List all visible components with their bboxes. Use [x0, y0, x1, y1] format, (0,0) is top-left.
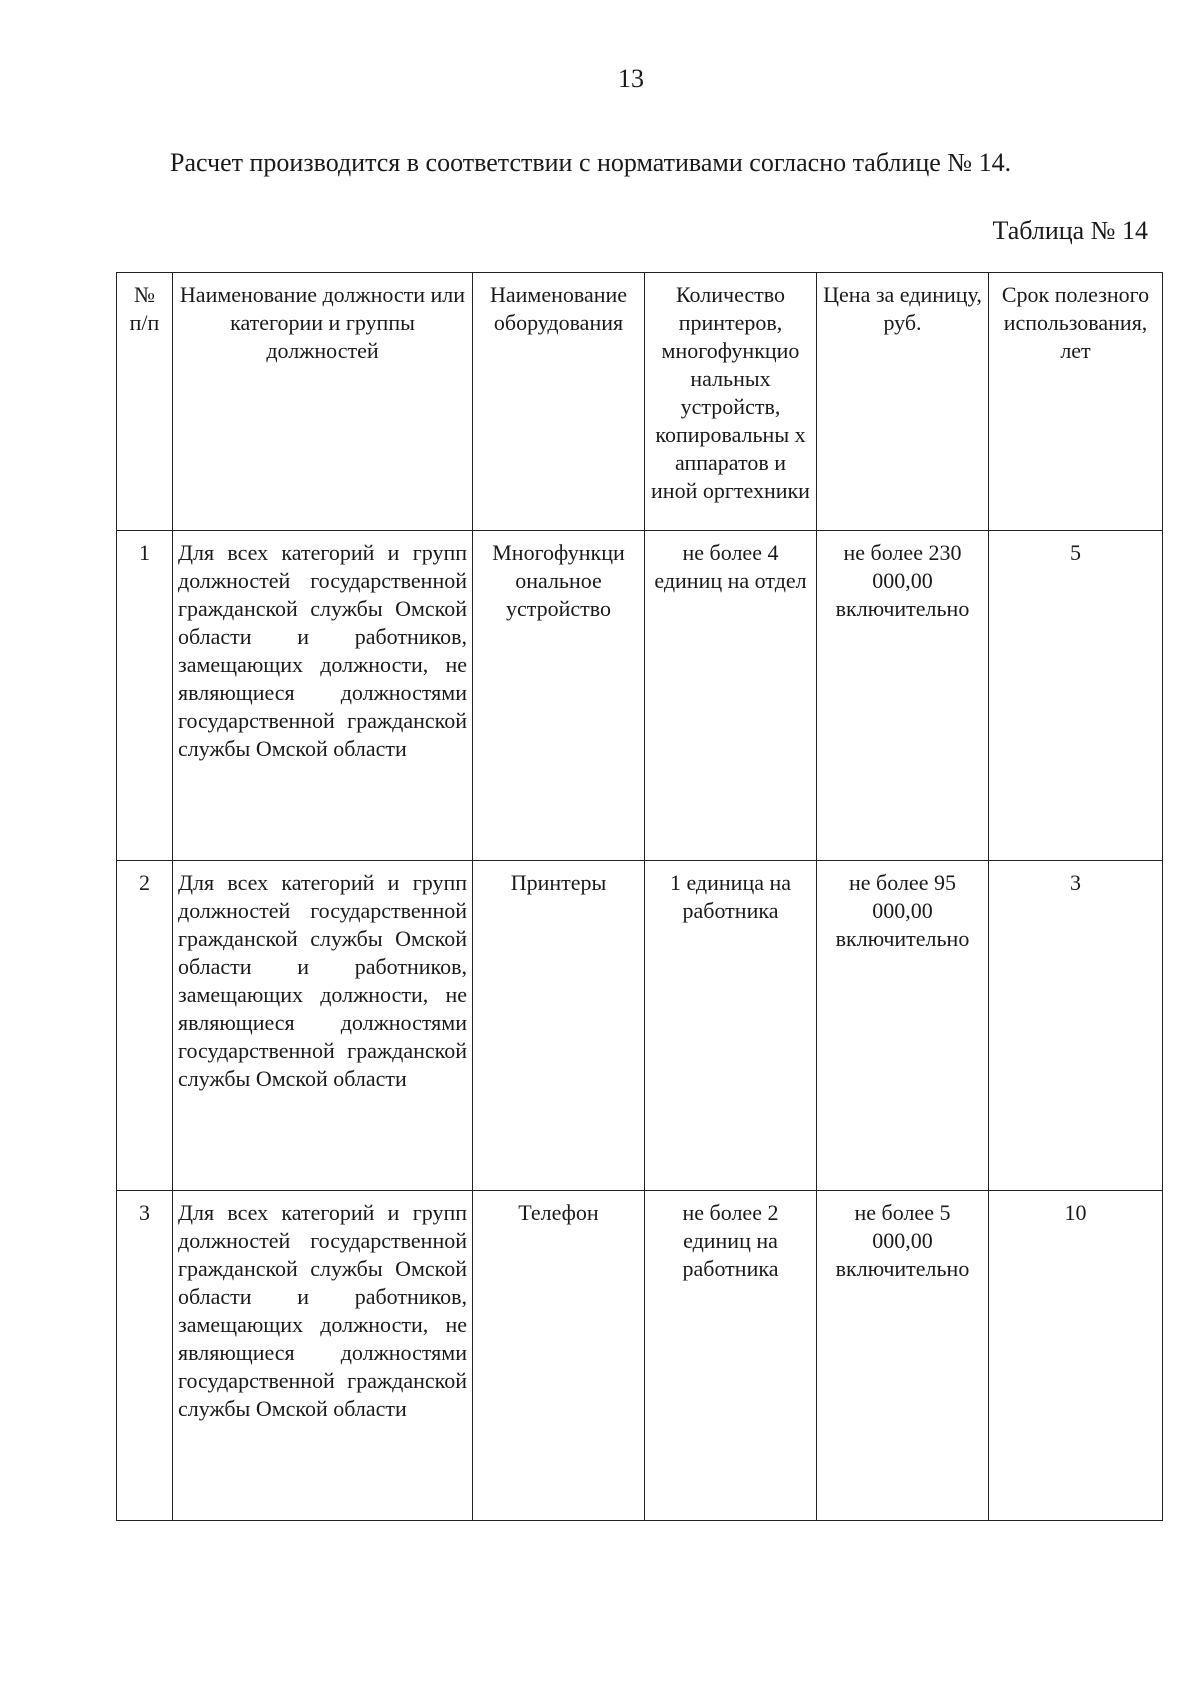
header-number: № п/п [117, 273, 173, 531]
cell-price: не более 5 000,00 включительно [817, 1191, 989, 1521]
cell-quantity: не более 4 единиц на отдел [645, 531, 817, 861]
header-quantity: Количество принтеров, многофункцио нальных устройств, копировальны х аппаратов и иной оргтехники [645, 273, 817, 531]
table-header-row [117, 273, 1163, 531]
cell-price: не более 95 000,00 включительно [817, 861, 989, 1191]
norms-table [116, 272, 1163, 1521]
cell-number: 1 [117, 531, 173, 861]
cell-price: не более 230 000,00 включительно [817, 531, 989, 861]
header-price: Цена за единицу, руб. [817, 273, 989, 531]
cell-quantity: не более 2 единиц на работника [645, 1191, 817, 1521]
cell-equipment: Многофункци ональное устройство [473, 531, 645, 861]
cell-equipment: Телефон [473, 1191, 645, 1521]
cell-useful-life: 3 [989, 861, 1163, 1191]
cell-position-name: Для всех категорий и групп должностей государственной гражданской службы Омской области и работников, замещающих должности, не являющиеся должностями государственной гражданской службы Омской области [173, 1191, 473, 1521]
table-row [117, 861, 1163, 1191]
table-row [117, 531, 1163, 861]
header-equipment: Наименование оборудования [473, 273, 645, 531]
cell-equipment: Принтеры [473, 861, 645, 1191]
table-caption: Таблица № 14 [992, 216, 1148, 245]
cell-useful-life: 10 [989, 1191, 1163, 1521]
cell-number: 2 [117, 861, 173, 1191]
cell-quantity: 1 единица на работника [645, 861, 817, 1191]
table-row [117, 1191, 1163, 1521]
header-useful-life: Срок полезного использования, лет [989, 273, 1163, 531]
page-number: 13 [618, 64, 644, 93]
cell-position-name: Для всех категорий и групп должностей государственной гражданской службы Омской области и работников, замещающих должности, не являющиеся должностями государственной гражданской службы Омской области [173, 861, 473, 1191]
header-position-name: Наименование должности или категории и группы должностей [173, 273, 473, 531]
cell-number: 3 [117, 1191, 173, 1521]
cell-position-name: Для всех категорий и групп должностей государственной гражданской службы Омской области и работников, замещающих должности, не являющиеся должностями государственной гражданской службы Омской области [173, 531, 473, 861]
cell-useful-life: 5 [989, 531, 1163, 861]
intro-paragraph: Расчет производится в соответствии с нормативами согласно таблице № 14. [170, 148, 1012, 177]
